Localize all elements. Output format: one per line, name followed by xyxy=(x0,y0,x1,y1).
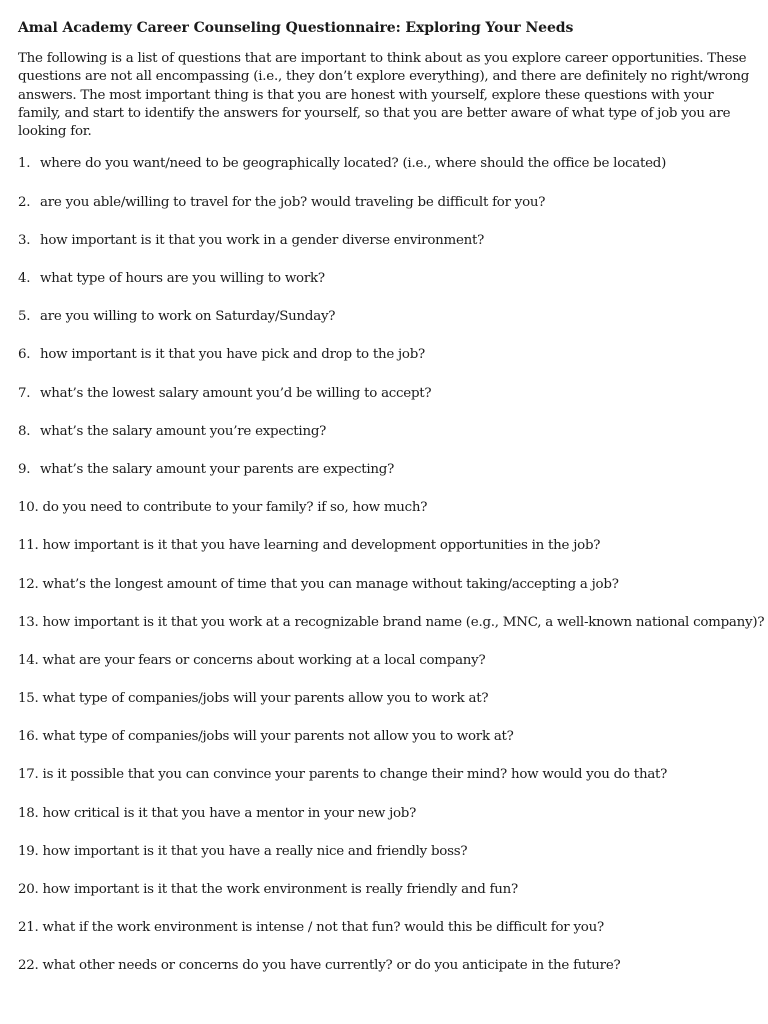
question-item xyxy=(18,308,754,326)
question-text: what’s the longest amount of time that you can manage without taking/accepting a job? xyxy=(42,576,619,592)
question-number: 1. xyxy=(18,156,31,172)
question-number: 9. xyxy=(18,461,31,477)
question-item xyxy=(18,155,754,173)
question-number: 3. xyxy=(18,232,31,248)
question-item xyxy=(18,728,754,746)
question-number: 8. xyxy=(18,423,31,439)
question-item xyxy=(18,690,754,708)
question-item xyxy=(18,270,754,288)
question-number: 14. xyxy=(18,652,39,668)
question-item xyxy=(18,652,754,670)
question-text: is it possible that you can convince your parents to change their mind? how would you do that? xyxy=(42,767,668,783)
question-text: what are your fears or concerns about working at a local company? xyxy=(42,652,486,668)
question-text: how important is it that you work in a gender diverse environment? xyxy=(40,232,485,248)
question-number: 19. xyxy=(18,843,39,859)
question-text: how important is it that you have pick and drop to the job? xyxy=(40,347,425,363)
question-text: what’s the salary amount your parents are expecting? xyxy=(40,461,394,477)
question-item xyxy=(18,232,754,250)
question-item xyxy=(18,537,754,555)
question-number: 13. xyxy=(18,614,39,630)
question-number: 22. xyxy=(18,958,39,974)
question-item xyxy=(18,423,754,441)
question-item xyxy=(18,499,754,517)
question-number: 12. xyxy=(18,576,39,592)
question-number: 20. xyxy=(18,882,39,898)
question-text: what’s the lowest salary amount you’d be willing to accept? xyxy=(40,385,432,401)
question-number: 11. xyxy=(18,538,39,554)
question-text: what type of companies/jobs will your parents allow you to work at? xyxy=(42,691,489,707)
question-item xyxy=(18,614,765,632)
question-number: 17. xyxy=(18,767,39,783)
question-item xyxy=(18,385,754,403)
question-text: how important is it that you have learning and development opportunities in the job? xyxy=(42,538,601,554)
question-text: what other needs or concerns do you have currently? or do you anticipate in the future? xyxy=(42,958,621,974)
question-item xyxy=(18,461,754,479)
question-text: how important is it that you have a really nice and friendly boss? xyxy=(42,843,468,859)
question-item xyxy=(18,194,754,212)
question-number: 6. xyxy=(18,347,31,363)
question-item xyxy=(18,881,754,899)
question-item xyxy=(18,766,754,784)
question-item xyxy=(18,346,754,364)
questions-list xyxy=(18,155,765,975)
intro-paragraph: The following is a list of questions that are important to think about as you explore career opportunities. These questions are not all encompassing (i.e., they don’t explore everything), and there are definitely no right/wrong answers. The most important thing is that you are honest with yourself, explore these questions with your family, and start to identify the answers for yourself, so that you are better aware of what type of job you are looking for. xyxy=(18,51,750,140)
question-number: 5. xyxy=(18,309,31,325)
question-item xyxy=(18,576,754,594)
question-text: how important is it that you work at a recognizable brand name (e.g., MNC, a well-known national company)? xyxy=(42,614,765,630)
question-text: are you able/willing to travel for the job? would traveling be difficult for you? xyxy=(40,194,546,210)
question-text: what’s the salary amount you’re expecting? xyxy=(40,423,327,439)
question-number: 10. xyxy=(18,500,39,516)
question-item xyxy=(18,805,754,823)
question-number: 4. xyxy=(18,271,31,287)
question-item xyxy=(18,843,754,861)
question-number: 16. xyxy=(18,729,39,745)
question-number: 7. xyxy=(18,385,31,401)
question-text: what type of hours are you willing to work? xyxy=(40,271,325,287)
question-text: where do you want/need to be geographically located? (i.e., where should the office be located) xyxy=(40,156,667,172)
question-text: are you willing to work on Saturday/Sunday? xyxy=(40,309,336,325)
question-number: 2. xyxy=(18,194,31,210)
question-text: what if the work environment is intense / not that fun? would this be difficult for you? xyxy=(42,920,604,936)
question-item xyxy=(18,957,754,975)
question-number: 21. xyxy=(18,920,39,936)
question-number: 15. xyxy=(18,691,39,707)
document-page xyxy=(18,18,765,996)
question-text: how critical is it that you have a mentor in your new job? xyxy=(42,805,417,821)
question-number: 18. xyxy=(18,805,39,821)
question-text: do you need to contribute to your family? if so, how much? xyxy=(42,500,428,516)
document-title: Amal Academy Career Counseling Questionnaire: Exploring Your Needs xyxy=(18,20,574,36)
question-item xyxy=(18,919,754,937)
question-text: what type of companies/jobs will your parents not allow you to work at? xyxy=(42,729,514,745)
question-text: how important is it that the work environment is really friendly and fun? xyxy=(42,882,518,898)
